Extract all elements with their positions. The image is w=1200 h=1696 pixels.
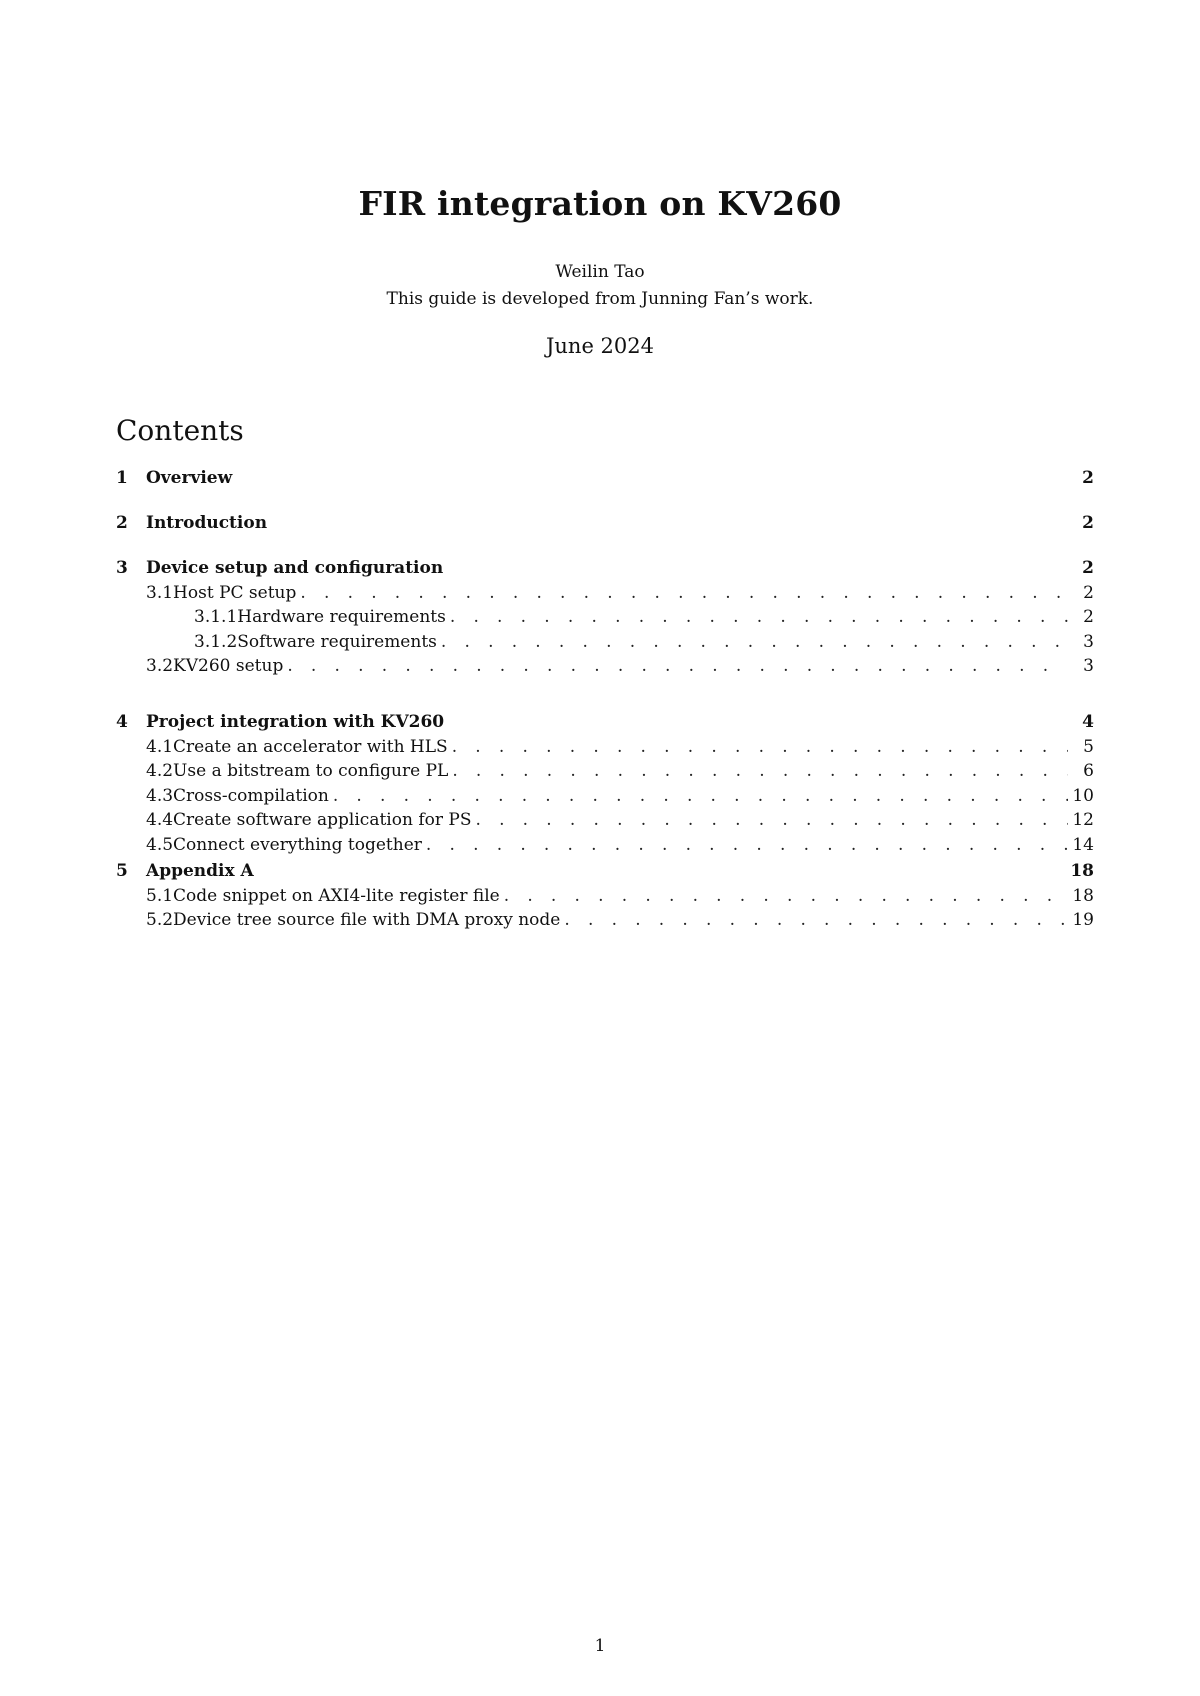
toc-subsection[interactable] [116, 835, 1094, 857]
toc-entry-number: 1 [116, 468, 128, 488]
toc-entry-number: 4.1 [146, 736, 174, 757]
toc-entry-page: 12 [1072, 810, 1094, 830]
toc-section[interactable] [116, 468, 1094, 490]
toc-entry-title: Hardware requirements [237, 607, 446, 627]
toc-entry-number: 3.1 [146, 582, 174, 603]
toc-entry-page: 2 [1082, 468, 1094, 488]
toc-leader-dots [287, 656, 1068, 676]
toc-entry-number: 4.2 [146, 761, 174, 781]
toc-entry-title: Use a bitstream to configure PL [173, 761, 449, 781]
toc-entry-page: 2 [1082, 513, 1094, 533]
toc-entry-title: Connect everything together [173, 834, 422, 855]
toc-leader-dots [300, 583, 1068, 603]
toc-entry-page: 5 [1083, 736, 1094, 757]
toc-entry-number: 3.1.1 [194, 607, 238, 627]
toc-entry-page: 3 [1083, 631, 1094, 652]
toc-leader-dots [441, 632, 1068, 652]
toc-leader-dots [426, 835, 1068, 855]
toc-entry-number: 3.1.2 [194, 631, 238, 652]
toc-leader-dots [452, 737, 1068, 757]
toc-entry-page: 6 [1083, 761, 1094, 781]
toc-entry-page: 2 [1083, 582, 1094, 603]
toc-entry-title: Code snippet on AXI4-lite register file [173, 885, 500, 906]
toc-entry-page: 19 [1072, 910, 1094, 930]
toc-entry-title: Create software application for PS [173, 810, 472, 830]
toc-entry-number: 4.4 [146, 810, 174, 830]
toc-entry-title: Project integration with KV260 [146, 712, 445, 732]
toc-entry-number: 5.2 [146, 910, 174, 930]
toc-leader-dots [564, 910, 1068, 930]
toc-entry-title: Appendix A [146, 861, 254, 881]
toc-entry-title: Device tree source file with DMA proxy node [173, 910, 561, 930]
document-date: June 2024 [545, 334, 654, 358]
toc-subsection[interactable] [116, 583, 1094, 605]
toc-subsection[interactable] [116, 656, 1094, 678]
author-name: Weilin Tao [555, 262, 645, 282]
toc-subsubsection[interactable] [116, 607, 1094, 629]
toc-entry-title: Introduction [146, 513, 268, 533]
toc-entry-number: 4.3 [146, 785, 174, 806]
toc-section[interactable] [116, 712, 1094, 734]
toc-entry-title: Software requirements [237, 631, 437, 652]
toc-leader-dots [475, 810, 1068, 830]
toc-entry-number: 5.1 [146, 885, 174, 906]
toc-section[interactable] [116, 558, 1094, 580]
toc-entry-title: KV260 setup [173, 656, 284, 676]
toc-leader-dots [450, 607, 1068, 627]
toc-subsection[interactable] [116, 786, 1094, 808]
toc-entry-number: 4.5 [146, 834, 174, 855]
toc-entry-page: 18 [1070, 861, 1094, 881]
toc-entry-page: 18 [1072, 885, 1094, 906]
contents-heading: Contents [116, 414, 244, 447]
toc-subsection[interactable] [116, 810, 1094, 832]
toc-subsection[interactable] [116, 761, 1094, 783]
toc-entry-number: 3 [116, 558, 128, 578]
toc-leader-dots [504, 886, 1068, 906]
toc-subsection[interactable] [116, 910, 1094, 932]
toc-subsection[interactable] [116, 886, 1094, 908]
toc-entry-title: Cross-compilation [173, 785, 329, 806]
toc-leader-dots [452, 761, 1068, 781]
toc-entry-page: 4 [1082, 712, 1094, 732]
toc-entry-page: 10 [1072, 785, 1094, 806]
toc-entry-title: Create an accelerator with HLS [173, 736, 448, 757]
toc-entry-page: 3 [1083, 656, 1094, 676]
toc-section[interactable] [116, 861, 1094, 883]
toc-entry-number: 5 [116, 861, 128, 881]
toc-leader-dots [333, 786, 1068, 806]
toc-subsection[interactable] [116, 737, 1094, 759]
toc-entry-title: Overview [146, 468, 233, 488]
toc-section[interactable] [116, 513, 1094, 535]
page-number: 1 [594, 1636, 606, 1656]
attribution-note: This guide is developed from Junning Fan’s work. [386, 289, 814, 309]
toc-entry-number: 3.2 [146, 656, 174, 676]
toc-subsubsection[interactable] [116, 632, 1094, 654]
toc-entry-number: 4 [116, 712, 128, 732]
toc-entry-page: 14 [1072, 834, 1094, 855]
document-title: FIR integration on KV260 [358, 184, 842, 223]
toc-entry-title: Host PC setup [173, 582, 297, 603]
toc-entry-page: 2 [1082, 558, 1094, 578]
toc-entry-page: 2 [1083, 607, 1094, 627]
toc-entry-title: Device setup and configuration [146, 558, 444, 578]
toc-entry-number: 2 [116, 513, 128, 533]
